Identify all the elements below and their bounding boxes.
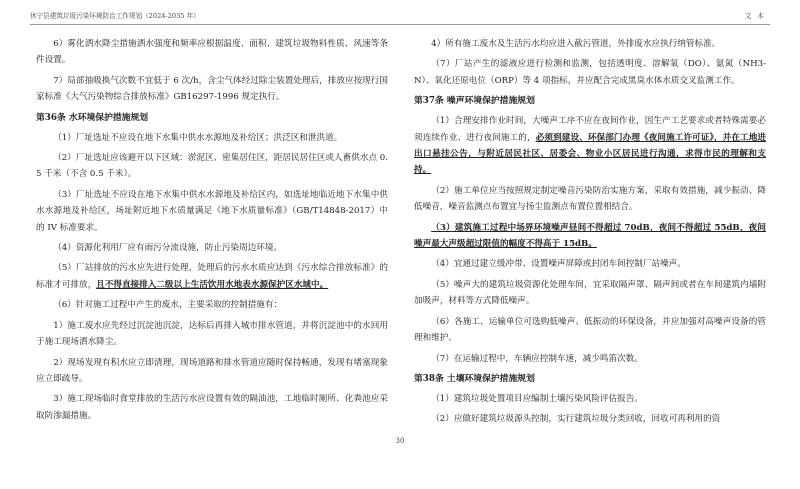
paragraph bbox=[414, 220, 766, 253]
paragraph-text: （1）合理安排作业时间，大噪声工序不应在夜间作业，因生产工艺要求或者特殊需要必须连续作业、进行夜间施工的， bbox=[414, 116, 766, 143]
paragraph: （3）厂址选址不应设在地下水集中供水水源地及补给区内，如选址地临近地下水集中供水水源地及补给区，场址附近地下水质量满足《地下水质量标准》（GB/T14848-2017）中的 IV 标准要求。 bbox=[36, 189, 388, 233]
paragraph: （7）在运输过程中，车辆应控制车速，减少鸣笛次数。 bbox=[431, 353, 643, 364]
emphasized-text: （3）建筑施工过程中场界环境噪声昼间不得超过 70dB，夜间不得超过 55dB，夜间噪声最大声级超过限值的幅度不得高于 15dB。 bbox=[414, 222, 766, 250]
header-label: 文本 bbox=[744, 12, 770, 20]
paragraph-text: （5）厂站排放的污水应先进行处理，处理后的污水水质应达到《污水综合排放标准》的标准才可排放， bbox=[36, 263, 388, 290]
paragraph: （4）资源化利用厂应有雨污分流设施，防止污染周边环境。 bbox=[53, 243, 283, 254]
paragraph bbox=[36, 260, 388, 293]
paragraph: 6）雾化洒水降尘措施洒水强度和频率应根据温度、面积、建筑垃圾物料性质、风速等条件设置。 bbox=[36, 39, 388, 66]
paragraph: （1）建筑垃圾处置项目应编制土壤污染风险评估报告。 bbox=[431, 393, 643, 404]
section-heading-38: 第38条 土壤环境保护措施规划 bbox=[414, 373, 535, 384]
header-title: 休宁县建筑垃圾污染环境防治工作规划（2024-2035 年） bbox=[30, 12, 200, 20]
paragraph: 1）施工废水应先经过沉淀池沉淀，达标后再排入城市排水管道，并将沉淀池中的水回用于施工现场洒水降尘。 bbox=[36, 320, 388, 348]
paragraph: 3）施工现场临时食堂排放的生活污水应设置有效的隔油池，工地临时厕所、化粪池应采取防渗漏措施。 bbox=[36, 394, 388, 421]
emphasized-text: 必须到建设、环保部门办理《夜间施工许可证》，并在工地进出口悬挂公告，与附近居民社区、居委会、物业小区居民进行沟通，求得市民的理解和支持。 bbox=[414, 132, 766, 176]
paragraph: 4）所有施工废水及生活污水均应进入截污管道，外排废水应执行纳管标准。 bbox=[431, 39, 721, 49]
paragraph bbox=[414, 113, 766, 179]
paragraph: 7）局部抽吸换气次数不宜低于 6 次/h，含尘气体经过除尘装置处理后，排放应按现行国家标准《大气污染物综合排放标准》GB16297-1996 规定执行。 bbox=[36, 75, 388, 103]
paragraph: （6）各施工、运输单位可选购低噪声、低振动的环保设备，并应加强对高噪声设备的管理和维护。 bbox=[414, 316, 766, 344]
paragraph: 2）现场发现有积水应立即清理，现场道路和排水管道应随时保持畅通，发现有堵塞现象应立即疏导。 bbox=[36, 357, 388, 384]
left-column bbox=[36, 36, 388, 428]
page-header bbox=[30, 8, 770, 25]
right-column bbox=[414, 36, 766, 432]
paragraph: （4）宜通过建立缓冲带、设置噪声屏障或封闭车间控制厂站噪声。 bbox=[431, 259, 686, 270]
paragraph: （1）厂址选址不应设在地下水集中供水水源地及补给区；洪泛区和泄洪道。 bbox=[53, 132, 343, 143]
section-heading-37: 第37条 噪声环境保护措施规划 bbox=[414, 96, 535, 107]
paragraph: （7）厂站产生的滤液应进行检测和监测，包括透明度、溶解氧（DO）、氨氮（NH3-N）、氧化还原电位（ORP）等 4 项指标，并应配合完成黑臭水体水质交叉监测工作。 bbox=[414, 59, 766, 86]
section-heading-36: 第36条 水环境保护措施规划 bbox=[36, 112, 149, 123]
paragraph: （2）施工单位应当按照规定制定噪音污染防治实施方案，采取有效措施，减少振动、降低噪音，噪音监测点布置宜与扬尘监测点布置位置相结合。 bbox=[414, 185, 766, 213]
paragraph: （2）应做好建筑垃圾源头控制，实行建筑垃圾分类回收，回收可再利用的资 bbox=[431, 414, 721, 425]
paragraph: （2）厂址选址应该避开以下区域：淤泥区、密集居住区，距居民居住区或人畜供水点 0.5 千米（不含 0.5 千米）。 bbox=[36, 153, 388, 180]
emphasized-text: 且不得直接排入二级以上生活饮用水地表水源保护区水域中。 bbox=[96, 279, 329, 290]
paragraph: （5）噪声大的建筑垃圾资源化处理车间，宜采取隔声罩、隔声间或者在车间建筑内墙附加吸声，材料等方式降低噪声。 bbox=[414, 279, 766, 307]
paragraph: （6）针对施工过程中产生的废水，主要采取的控制措施有： bbox=[53, 300, 283, 311]
page-number: 30 bbox=[395, 437, 405, 445]
